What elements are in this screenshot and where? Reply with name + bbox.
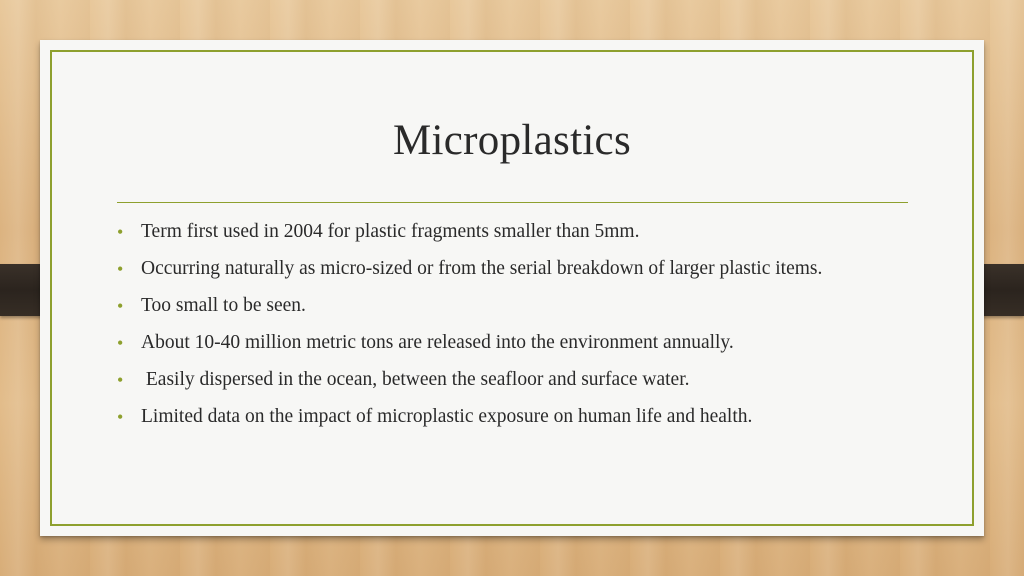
bullet-text: Too small to be seen. — [141, 295, 306, 316]
slide-title: Microplastics — [393, 117, 631, 164]
slide-card — [40, 40, 984, 536]
bullet-item — [115, 220, 895, 244]
bullet-text: Term first used in 2004 for plastic fragments smaller than 5mm. — [141, 221, 640, 242]
bullet-icon: • — [117, 370, 124, 390]
bullet-item — [115, 405, 895, 429]
bullet-text: Easily dispersed in the ocean, between the seafloor and surface water. — [141, 369, 690, 390]
bullet-item — [115, 257, 895, 281]
bullet-text: About 10-40 million metric tons are released into the environment annually. — [141, 332, 734, 353]
bullet-icon: • — [117, 259, 124, 279]
bullet-item — [115, 368, 895, 392]
bullet-icon: • — [117, 407, 124, 427]
bullet-item — [115, 294, 895, 318]
bullet-item — [115, 331, 895, 355]
bullet-icon: • — [117, 333, 124, 353]
bullet-icon: • — [117, 222, 124, 242]
bullet-icon: • — [117, 296, 124, 316]
bullet-text: Occurring naturally as micro-sized or from the serial breakdown of larger plastic items. — [141, 258, 823, 279]
bullet-text: Limited data on the impact of microplastic exposure on human life and health. — [141, 406, 753, 427]
bullet-list — [115, 220, 895, 442]
title-divider — [117, 202, 908, 203]
